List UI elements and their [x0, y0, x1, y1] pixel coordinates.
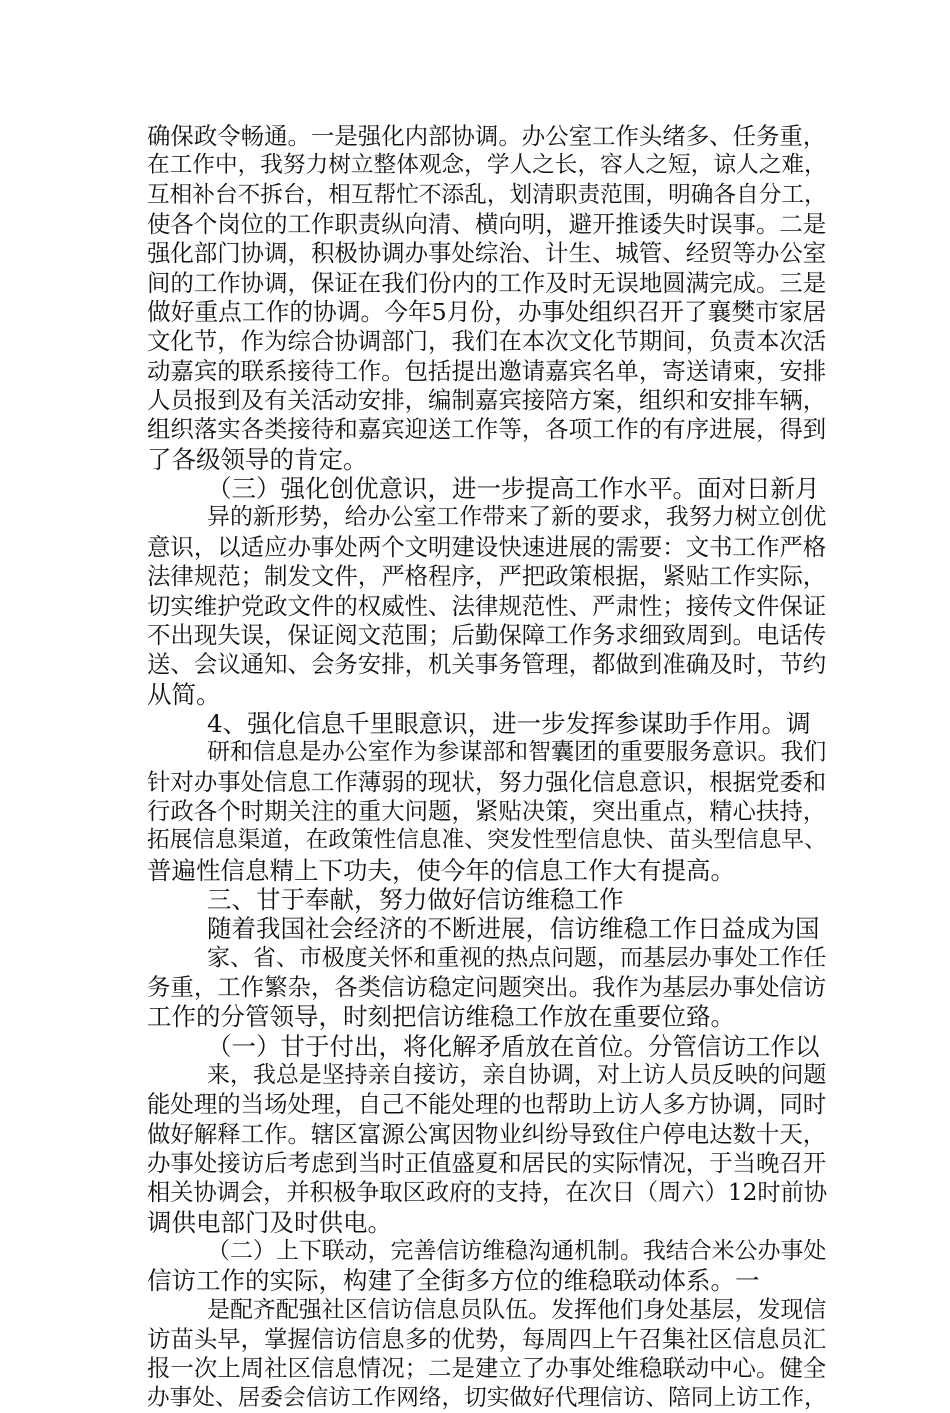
document-body — [147, 122, 827, 1413]
text-line: 意识，以适应办事处两个文明建设快速进展的需要：文书工作严格 — [147, 532, 827, 561]
text-line: 工作的分管领导，时刻把信访维稳工作放在重要位臵。 — [147, 1002, 735, 1032]
text-line: 研和信息是办公室作为参谋部和智囊团的重要服务意识。我们 — [207, 739, 827, 766]
text-line: 不出现失误，保证阅文范围；后勤保障工作务求细致周到。电话传 — [147, 620, 827, 649]
text-line: 做好重点工作的协调。今年5月份，办事处组织召开了襄樊市家居 — [147, 298, 827, 327]
text-line: 家、省、市极度关怀和重视的热点问题，而基层办事处工作任 — [207, 944, 827, 971]
text-line: 确保政令畅通。一是强化内部协调。办公室工作头绪多、任务重， — [147, 122, 827, 150]
text-line: 组织落实各类接待和嘉宾迎送工作等，各项工作的有序进展，得到 — [147, 415, 827, 444]
text-line: 送、会议通知、会务安排，机关事务管理，都做到准确及时，节约 — [147, 650, 827, 679]
text-line: 拓展信息渠道，在政策性信息准、突发性型信息快、苗头型信息早、 — [147, 827, 827, 854]
text-line: 随着我国社会经济的不断进展，信访维稳工作日益成为国 — [207, 914, 820, 944]
text-line: 办事处接访后考虑到当时正值盛夏和居民的实际情况，于当晚召开 — [147, 1149, 827, 1178]
text-line: 行政各个时期关注的重大问题，紧贴决策，突出重点，精心扶持， — [147, 796, 827, 825]
text-line: 来，我总是坚持亲自接访，亲自协调，对上访人员反映的问题 — [207, 1062, 827, 1088]
text-line: 从简。 — [147, 679, 221, 709]
text-line: 文化节，作为综合协调部门，我们在本次文化节期间，负责本次活 — [147, 327, 827, 356]
text-line: 三、甘于奉献，努力做好信访维稳工作 — [207, 884, 624, 914]
text-line: 办事处、居委会信访工作网络，切实做好代理信访、陪同上访工作， — [147, 1384, 827, 1411]
text-line: 在工作中，我努力树立整体观念，学人之长，容人之短，谅人之难， — [147, 152, 827, 179]
text-line: 针对办事处信息工作薄弱的现状，努力强化信息意识，根据党委和 — [147, 767, 827, 796]
text-line: （一）甘于付出，将化解矛盾放在首位。分管信访工作以 — [207, 1031, 820, 1061]
text-line: 了各级领导的肯定。 — [147, 444, 368, 474]
text-line: （三）强化创优意识，进一步提高工作水平。面对日新月 — [207, 474, 820, 504]
text-line: 报一次上周社区信息情况；二是建立了办事处维稳联动中心。健全 — [147, 1354, 827, 1383]
text-line: 普遍性信息精上下功夫，使今年的信息工作大有提高。 — [147, 855, 735, 885]
text-line: 使各个岗位的工作职责纵向清、横向明，避开推诿失时误事。二是 — [147, 210, 827, 239]
text-line: 间的工作协调，保证在我们份内的工作及时无误地圆满完成。三是 — [147, 268, 827, 297]
text-line: 切实维护党政文件的权威性、法律规范性、严肃性；接传文件保证 — [147, 591, 827, 620]
text-line: 务重，工作繁杂，各类信访稳定问题突出。我作为基层办事处信访 — [147, 972, 827, 1001]
text-line: 动嘉宾的联系接待工作。包括提出邀请嘉宾名单，寄送请柬，安排 — [147, 356, 827, 385]
text-line: 调供电部门及时供电。 — [147, 1207, 392, 1237]
text-line: 4、强化信息千里眼意识，进一步发挥参谋助手作用。调 — [207, 708, 811, 738]
text-line: （二）上下联动，完善信访维稳沟通机制。我结合米公办事处 — [207, 1238, 827, 1265]
text-line: 异的新形势，给办公室工作带来了新的要求，我努力树立创优 — [207, 504, 827, 531]
text-line: 相关协调会，并积极争取区政府的支持，在次日（周六）12时前协 — [147, 1179, 828, 1207]
text-line: 是配齐配强社区信访信息员队伍。发挥他们身处基层，发现信 — [207, 1296, 827, 1323]
text-line: 法律规范；制发文件，严格程序，严把政策根据，紧贴工作实际， — [147, 562, 827, 591]
text-line: 访苗头早，掌握信访信息多的优势，每周四上午召集社区信息员汇 — [147, 1325, 827, 1354]
text-line: 信访工作的实际，构建了全街多方位的维稳联动体系。一 — [147, 1266, 760, 1296]
text-line: 人员报到及有关活动安排，编制嘉宾接陪方案，组织和安排车辆， — [147, 386, 827, 415]
text-line: 强化部门协调，积极协调办事处综治、计生、城管、经贸等办公室 — [147, 239, 827, 268]
text-line: 能处理的当场处理，自己不能处理的也帮助上访人多方协调，同时 — [147, 1090, 827, 1119]
text-line: 做好解释工作。辖区富源公寓因物业纠纷导致住户停电达数十天， — [147, 1119, 827, 1148]
text-line: 互相补台不拆台，相互帮忙不添乱，划清职责范围，明确各自分工， — [147, 181, 827, 208]
